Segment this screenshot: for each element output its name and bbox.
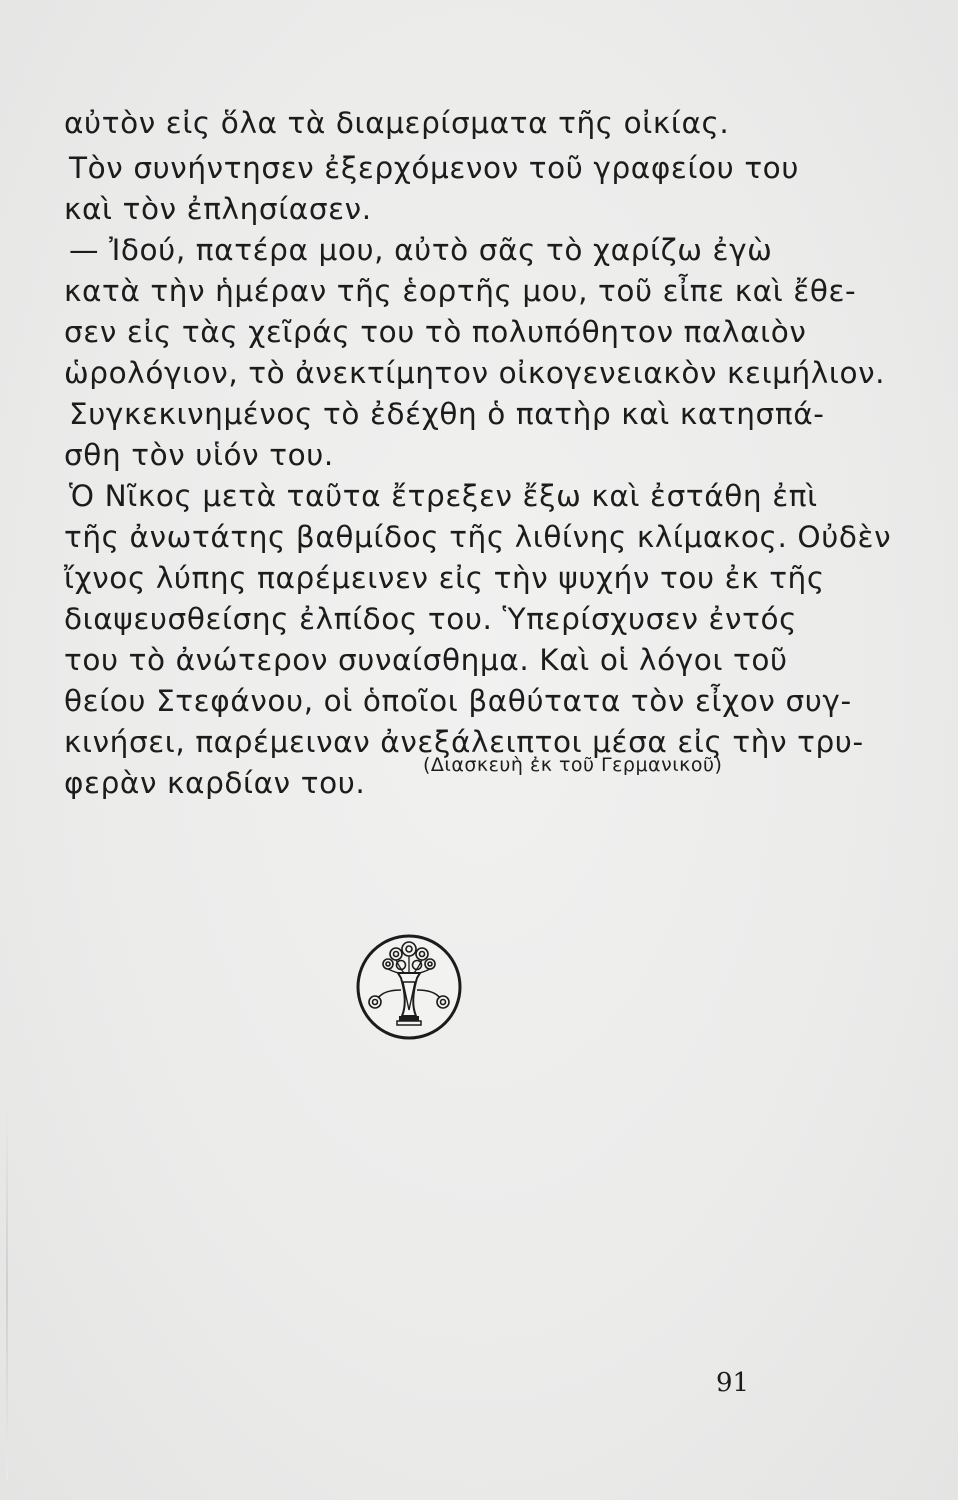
page-edge-shadow: [6, 1100, 8, 1480]
text-line: τῆς ἀνωτάτης βαθμίδος τῆς λιθίνης κλίμακος. Οὐδὲν: [64, 520, 892, 554]
text-line: ἴχνος λύπης παρέμεινεν εἰς τὴν ψυχήν του ἐκ τῆς: [64, 561, 825, 595]
vase-ornament-icon: [354, 932, 464, 1042]
text-line: ὡρολόγιον, τὸ ἀνεκτίμητον οἰκογενειακὸν κειμήλιον.: [64, 356, 886, 390]
text-line: σθη τὸν υἱόν του.: [64, 438, 334, 472]
text-line: θείου Στεφάνου, οἱ ὁποῖοι βαθύτατα τὸν εἶχον συγ-: [64, 684, 852, 718]
page-number: 91: [716, 1368, 750, 1398]
text-line: καὶ τὸν ἐπλησίασεν.: [64, 192, 372, 226]
text-line: κινήσει, παρέμειναν ἀνεξάλειπτοι μέσα εἰς τὴν τρυ-: [64, 725, 864, 759]
text-line: φερὰν καρδίαν του.: [64, 766, 366, 800]
text-line: Τὸν συνήντησεν ἐξερχόμενον τοῦ γραφείου του: [69, 151, 799, 185]
text-line: σεν εἰς τὰς χεῖράς του τὸ πολυπόθητον παλαιὸν: [64, 315, 807, 349]
text-line: κατὰ τὴν ἡμέραν τῆς ἑορτῆς μου, τοῦ εἶπε καὶ ἔθε-: [64, 274, 857, 308]
text-line: αὐτὸν εἰς ὅλα τὰ διαμερίσματα τῆς οἰκίας.: [64, 106, 730, 140]
text-line: Συγκεκινημένος τὸ ἐδέχθη ὁ πατὴρ καὶ κατησπά-: [69, 397, 825, 431]
source-note: (Διασκευὴ ἐκ τοῦ Γερμανικοῦ): [423, 754, 723, 776]
text-line: — Ἰδού, πατέρα μου, αὐτὸ σᾶς τὸ χαρίζω ἐγὼ: [69, 233, 773, 267]
text-line: διαψευσθείσης ἐλπίδος του. Ὑπερίσχυσεν ἐντός: [64, 602, 798, 636]
text-line: Ὁ Νῖκος μετὰ ταῦτα ἔτρεξεν ἔξω καὶ ἐστάθη ἐπὶ: [69, 479, 818, 513]
text-line: του τὸ ἀνώτερον συναίσθημα. Καὶ οἱ λόγοι τοῦ: [64, 643, 788, 677]
